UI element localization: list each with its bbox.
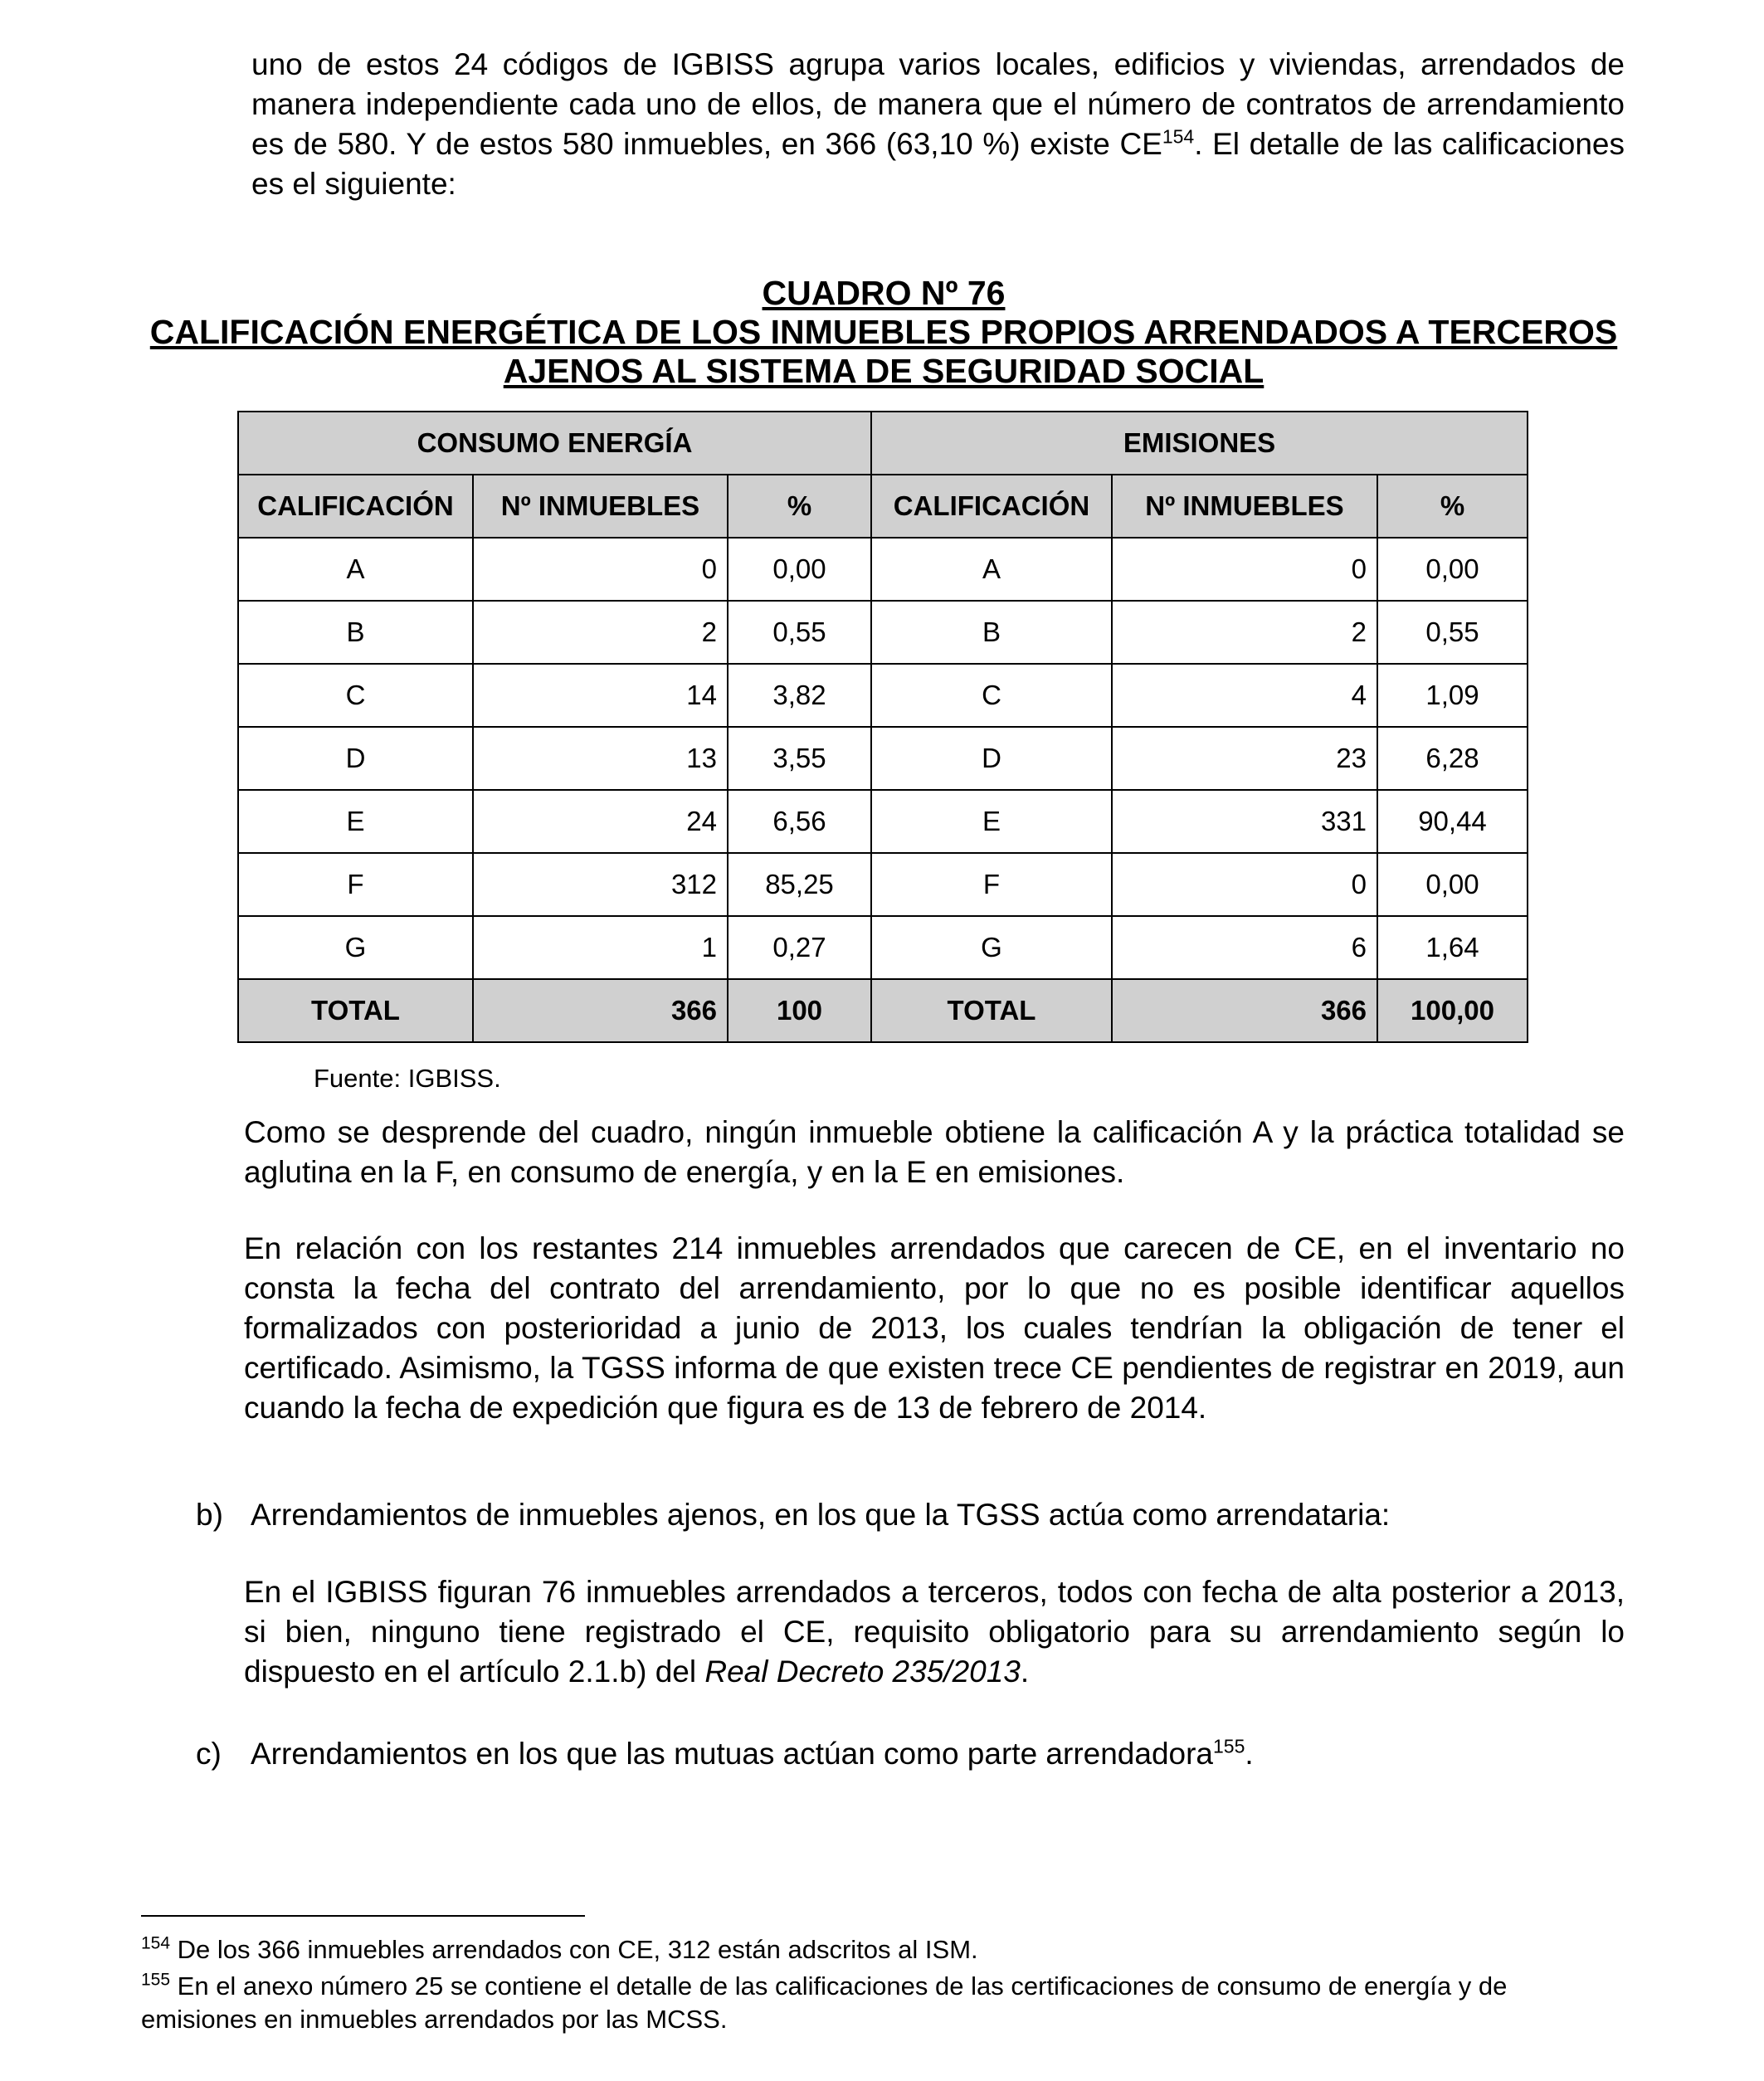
cell: C — [871, 664, 1112, 727]
cell: 90,44 — [1377, 790, 1528, 853]
footnote-155: $^{155}$ En el anexo número 25 se contiene el detalle de las calificaciones de las certificaciones de consumo de energía y de emisiones en inmuebles arrendados por las MCSS. — [141, 1970, 1508, 2034]
total-cell: 366 — [1112, 979, 1377, 1042]
cell: 1 — [473, 916, 728, 979]
cell: 0,27 — [728, 916, 871, 979]
list-item-label: c) — [196, 1737, 222, 1771]
table-row — [238, 601, 1528, 664]
group-header-row — [238, 412, 1528, 475]
cell: E — [871, 790, 1112, 853]
table-title-line1: CALIFICACIÓN ENERGÉTICA DE LOS INMUEBLES PROPIOS ARRENDADOS A TERCEROS — [149, 313, 1618, 351]
table-row — [238, 916, 1528, 979]
cell: 23 — [1112, 727, 1377, 790]
cell: 6,56 — [728, 790, 871, 853]
list-item-label: b) — [196, 1498, 223, 1532]
cell: A — [871, 538, 1112, 601]
cell: 13 — [473, 727, 728, 790]
footnote-ref-154[interactable]: 154 — [1162, 125, 1195, 148]
total-cell: TOTAL — [871, 979, 1112, 1042]
cell: 1,64 — [1377, 916, 1528, 979]
energy-rating-table — [237, 411, 1528, 1043]
cell: 1,09 — [1377, 664, 1528, 727]
cell: 4 — [1112, 664, 1377, 727]
table-row — [238, 538, 1528, 601]
cell: 312 — [473, 853, 728, 916]
paragraph-2: En relación con los restantes 214 inmuebles arrendados que carecen de CE, en el inventario no consta la fecha del contrato del arrendamiento, por lo que no es posible identificar aquellos formalizados con posterioridad a junio de 2013, los cuales tendrían la obligación de tener el certificado. Asimismo, la TGSS informa de que existen trece CE pendientes de registrar en 2019, aun cuando la fecha de expedición que figura es de 13 de febrero de 2014. — [244, 1231, 1625, 1425]
group-header-consumo: CONSUMO ENERGÍA — [238, 412, 871, 475]
column-header: Nº INMUEBLES — [473, 475, 728, 538]
cell: A — [238, 538, 473, 601]
table-number: CUADRO Nº 76 — [762, 274, 1006, 312]
cell: F — [238, 853, 473, 916]
cell: G — [238, 916, 473, 979]
column-header: % — [1377, 475, 1528, 538]
column-header: % — [728, 475, 871, 538]
cell: 0 — [1112, 538, 1377, 601]
total-row — [238, 979, 1528, 1042]
cell: 3,55 — [728, 727, 871, 790]
column-header: CALIFICACIÓN — [871, 475, 1112, 538]
cell: 0 — [473, 538, 728, 601]
intro-paragraph: uno de estos 24 códigos de IGBISS agrupa varios locales, edificios y viviendas, arrendados de manera independiente cada uno de ellos, de manera que el número de contratos de arrendamiento es de 580. Y de estos 580 inmuebles, en 366 (63,10 %) existe CE$^{154}$. El detalle de las calificaciones es el siguiente: — [251, 47, 1625, 201]
column-header-row — [238, 475, 1528, 538]
cell: C — [238, 664, 473, 727]
cell: E — [238, 790, 473, 853]
cell: 6 — [1112, 916, 1377, 979]
footnote-ref-155[interactable]: 155 — [1213, 1735, 1245, 1757]
table-row — [238, 853, 1528, 916]
cell: 0,55 — [1377, 601, 1528, 664]
cell: B — [238, 601, 473, 664]
cell: 2 — [473, 601, 728, 664]
cell: F — [871, 853, 1112, 916]
list-item-c: c) Arrendamientos en los que las mutuas actúan como parte arrendadora$^{155}$. — [196, 1734, 1254, 1774]
cell: 331 — [1112, 790, 1377, 853]
total-cell: 366 — [473, 979, 728, 1042]
cell: 85,25 — [728, 853, 871, 916]
total-cell: TOTAL — [238, 979, 473, 1042]
paragraph-3: En el IGBISS figuran 76 inmuebles arrendados a terceros, todos con fecha de alta posterior a 2013, si bien, ninguno tiene registrado el CE, requisito obligatorio para su arrendamiento según lo dispuesto en el artículo 2.1.b) del Real Decreto 235/2013. — [244, 1575, 1625, 1689]
footnote-separator — [141, 1915, 585, 1917]
total-cell: 100 — [728, 979, 871, 1042]
footnote-number: 154 — [141, 1933, 171, 1953]
table-row — [238, 727, 1528, 790]
total-cell: 100,00 — [1377, 979, 1528, 1042]
table-row — [238, 664, 1528, 727]
footnote-154: $^{154}$ De los 366 inmuebles arrendados con CE, 312 están adscritos al ISM. — [141, 1933, 978, 1964]
legal-reference: Real Decreto 235/2013 — [704, 1655, 1021, 1689]
cell: 2 — [1112, 601, 1377, 664]
cell: 0,00 — [1377, 538, 1528, 601]
column-header: Nº INMUEBLES — [1112, 475, 1377, 538]
list-item-b: b) Arrendamientos de inmuebles ajenos, en los que la TGSS actúa como arrendataria: — [196, 1495, 1390, 1535]
cell: 0,55 — [728, 601, 871, 664]
table-title-line2: AJENOS AL SISTEMA DE SEGURIDAD SOCIAL — [503, 352, 1265, 390]
cell: 0,00 — [1377, 853, 1528, 916]
cell: 0 — [1112, 853, 1377, 916]
cell: B — [871, 601, 1112, 664]
cell: D — [871, 727, 1112, 790]
column-header: CALIFICACIÓN — [238, 475, 473, 538]
cell: G — [871, 916, 1112, 979]
cell: 14 — [473, 664, 728, 727]
group-header-emisiones: EMISIONES — [871, 412, 1528, 475]
paragraph-1: Como se desprende del cuadro, ningún inmueble obtiene la calificación A y la práctica totalidad se aglutina en la F, en consumo de energía, y en la E en emisiones. — [244, 1115, 1625, 1189]
cell: 24 — [473, 790, 728, 853]
cell: D — [238, 727, 473, 790]
footnote-number: 155 — [141, 1970, 171, 1990]
cell: 6,28 — [1377, 727, 1528, 790]
cell: 0,00 — [728, 538, 871, 601]
cell: 3,82 — [728, 664, 871, 727]
table-source: Fuente: IGBISS. — [314, 1064, 501, 1093]
table-row — [238, 790, 1528, 853]
